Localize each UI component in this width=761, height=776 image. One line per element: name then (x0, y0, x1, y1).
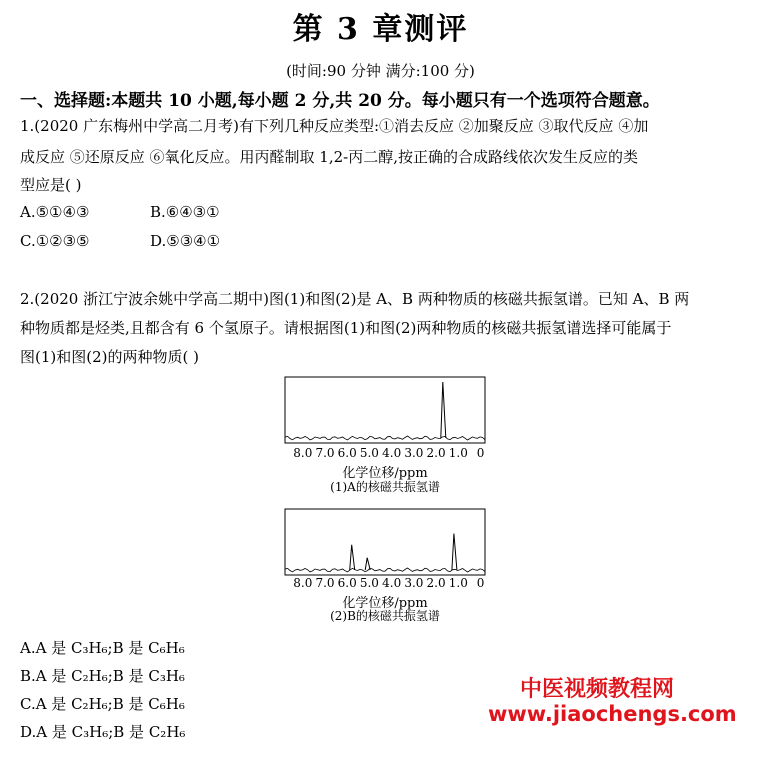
q2-line-2: 种物质都是烃类,且都含有 6 个氢原子。请根据图(1)和图(2)两种物质的核磁共振氢谱选择可能属于 (20, 319, 672, 337)
x-tick-label: 6.0 (337, 446, 357, 460)
x-tick-label: 8.0 (293, 576, 313, 590)
chart-caption-b: (2)B的核磁共振氢谱 (330, 609, 440, 623)
x-tick-label: 7.0 (315, 576, 335, 590)
x-tick-label: 3.0 (404, 576, 424, 590)
x-tick-label: 1.0 (448, 446, 468, 460)
x-tick-label: 3.0 (404, 446, 424, 460)
x-axis-label-b: 化学位移/ppm (342, 596, 428, 611)
q1-line-2: 成反应 ⑤还原反应 ⑥氧化反应。用丙醛制取 1,2-丙二醇,按正确的合成路线依次发生反应的类 (20, 148, 638, 166)
q2-option-c[interactable]: C.A 是 C₂H₆;B 是 C₆H₆ (20, 695, 185, 713)
q1-option-d[interactable]: D.⑤③④① (150, 232, 221, 250)
x-tick-label: 1.0 (448, 576, 468, 590)
x-tick-label: 5.0 (359, 576, 379, 590)
spectrum-peak-0 (441, 382, 446, 438)
nmr-spectrum-a-plot (280, 376, 490, 446)
spectrum-baseline (285, 436, 485, 440)
q2-option-b[interactable]: B.A 是 C₂H₆;B 是 C₃H₆ (20, 667, 185, 685)
q1-option-b[interactable]: B.⑥④③① (150, 203, 220, 221)
q1-option-a[interactable]: A.⑤①④③ (20, 203, 90, 221)
watermark-title: 中医视频教程网 (520, 677, 675, 702)
x-tick-label: 8.0 (293, 446, 313, 460)
spectrum-peak-2 (452, 534, 457, 570)
q2-line-3: 图(1)和图(2)的两种物质( ) (20, 348, 199, 366)
q2-option-d[interactable]: D.A 是 C₃H₆;B 是 C₂H₆ (20, 723, 186, 741)
spectrum-baseline (285, 568, 485, 572)
x-tick-label: 4.0 (382, 446, 402, 460)
q2-line-1: 2.(2020 浙江宁波余姚中学高二期中)图(1)和图(2)是 A、B 两种物质的核磁共振氢谱。已知 A、B 两 (20, 290, 690, 308)
q1-line-3: 型应是( ) (20, 176, 82, 194)
x-tick-label: 6.0 (337, 576, 357, 590)
watermark-url[interactable]: www.jiaochengs.com (488, 702, 737, 726)
exam-time-info: (时间:90 分钟 满分:100 分) (286, 62, 475, 80)
x-tick-label: 7.0 (315, 446, 335, 460)
plot-frame (285, 377, 485, 443)
q1-line-1: 1.(2020 广东梅州中学高二月考)有下列几种反应类型:①消去反应 ②加聚反应 ③取代反应 ④加 (20, 117, 649, 135)
x-tick-label: 2.0 (426, 446, 446, 460)
nmr-spectrum-b-plot (280, 508, 490, 578)
nmr-chart-b (280, 508, 490, 626)
chart-caption-a: (1)A的核磁共振氢谱 (330, 480, 440, 494)
nmr-chart-a (280, 376, 490, 494)
x-tick-label: 2.0 (426, 576, 446, 590)
spectrum-peak-1 (365, 558, 370, 570)
q2-option-a[interactable]: A.A 是 C₃H₆;B 是 C₆H₆ (20, 639, 185, 657)
x-tick-label: 4.0 (382, 576, 402, 590)
x-tick-label: 0 (476, 576, 485, 590)
x-axis-label-a: 化学位移/ppm (342, 466, 428, 481)
q1-option-c[interactable]: C.①②③⑤ (20, 232, 90, 250)
x-tick-label: 5.0 (359, 446, 379, 460)
x-tick-label: 0 (476, 446, 485, 460)
page-title: 第 3 章测评 (292, 12, 469, 47)
section-heading: 一、选择题:本题共 10 小题,每小题 2 分,共 20 分。每小题只有一个选项符合题意。 (20, 91, 660, 111)
spectrum-peak-0 (350, 545, 355, 570)
